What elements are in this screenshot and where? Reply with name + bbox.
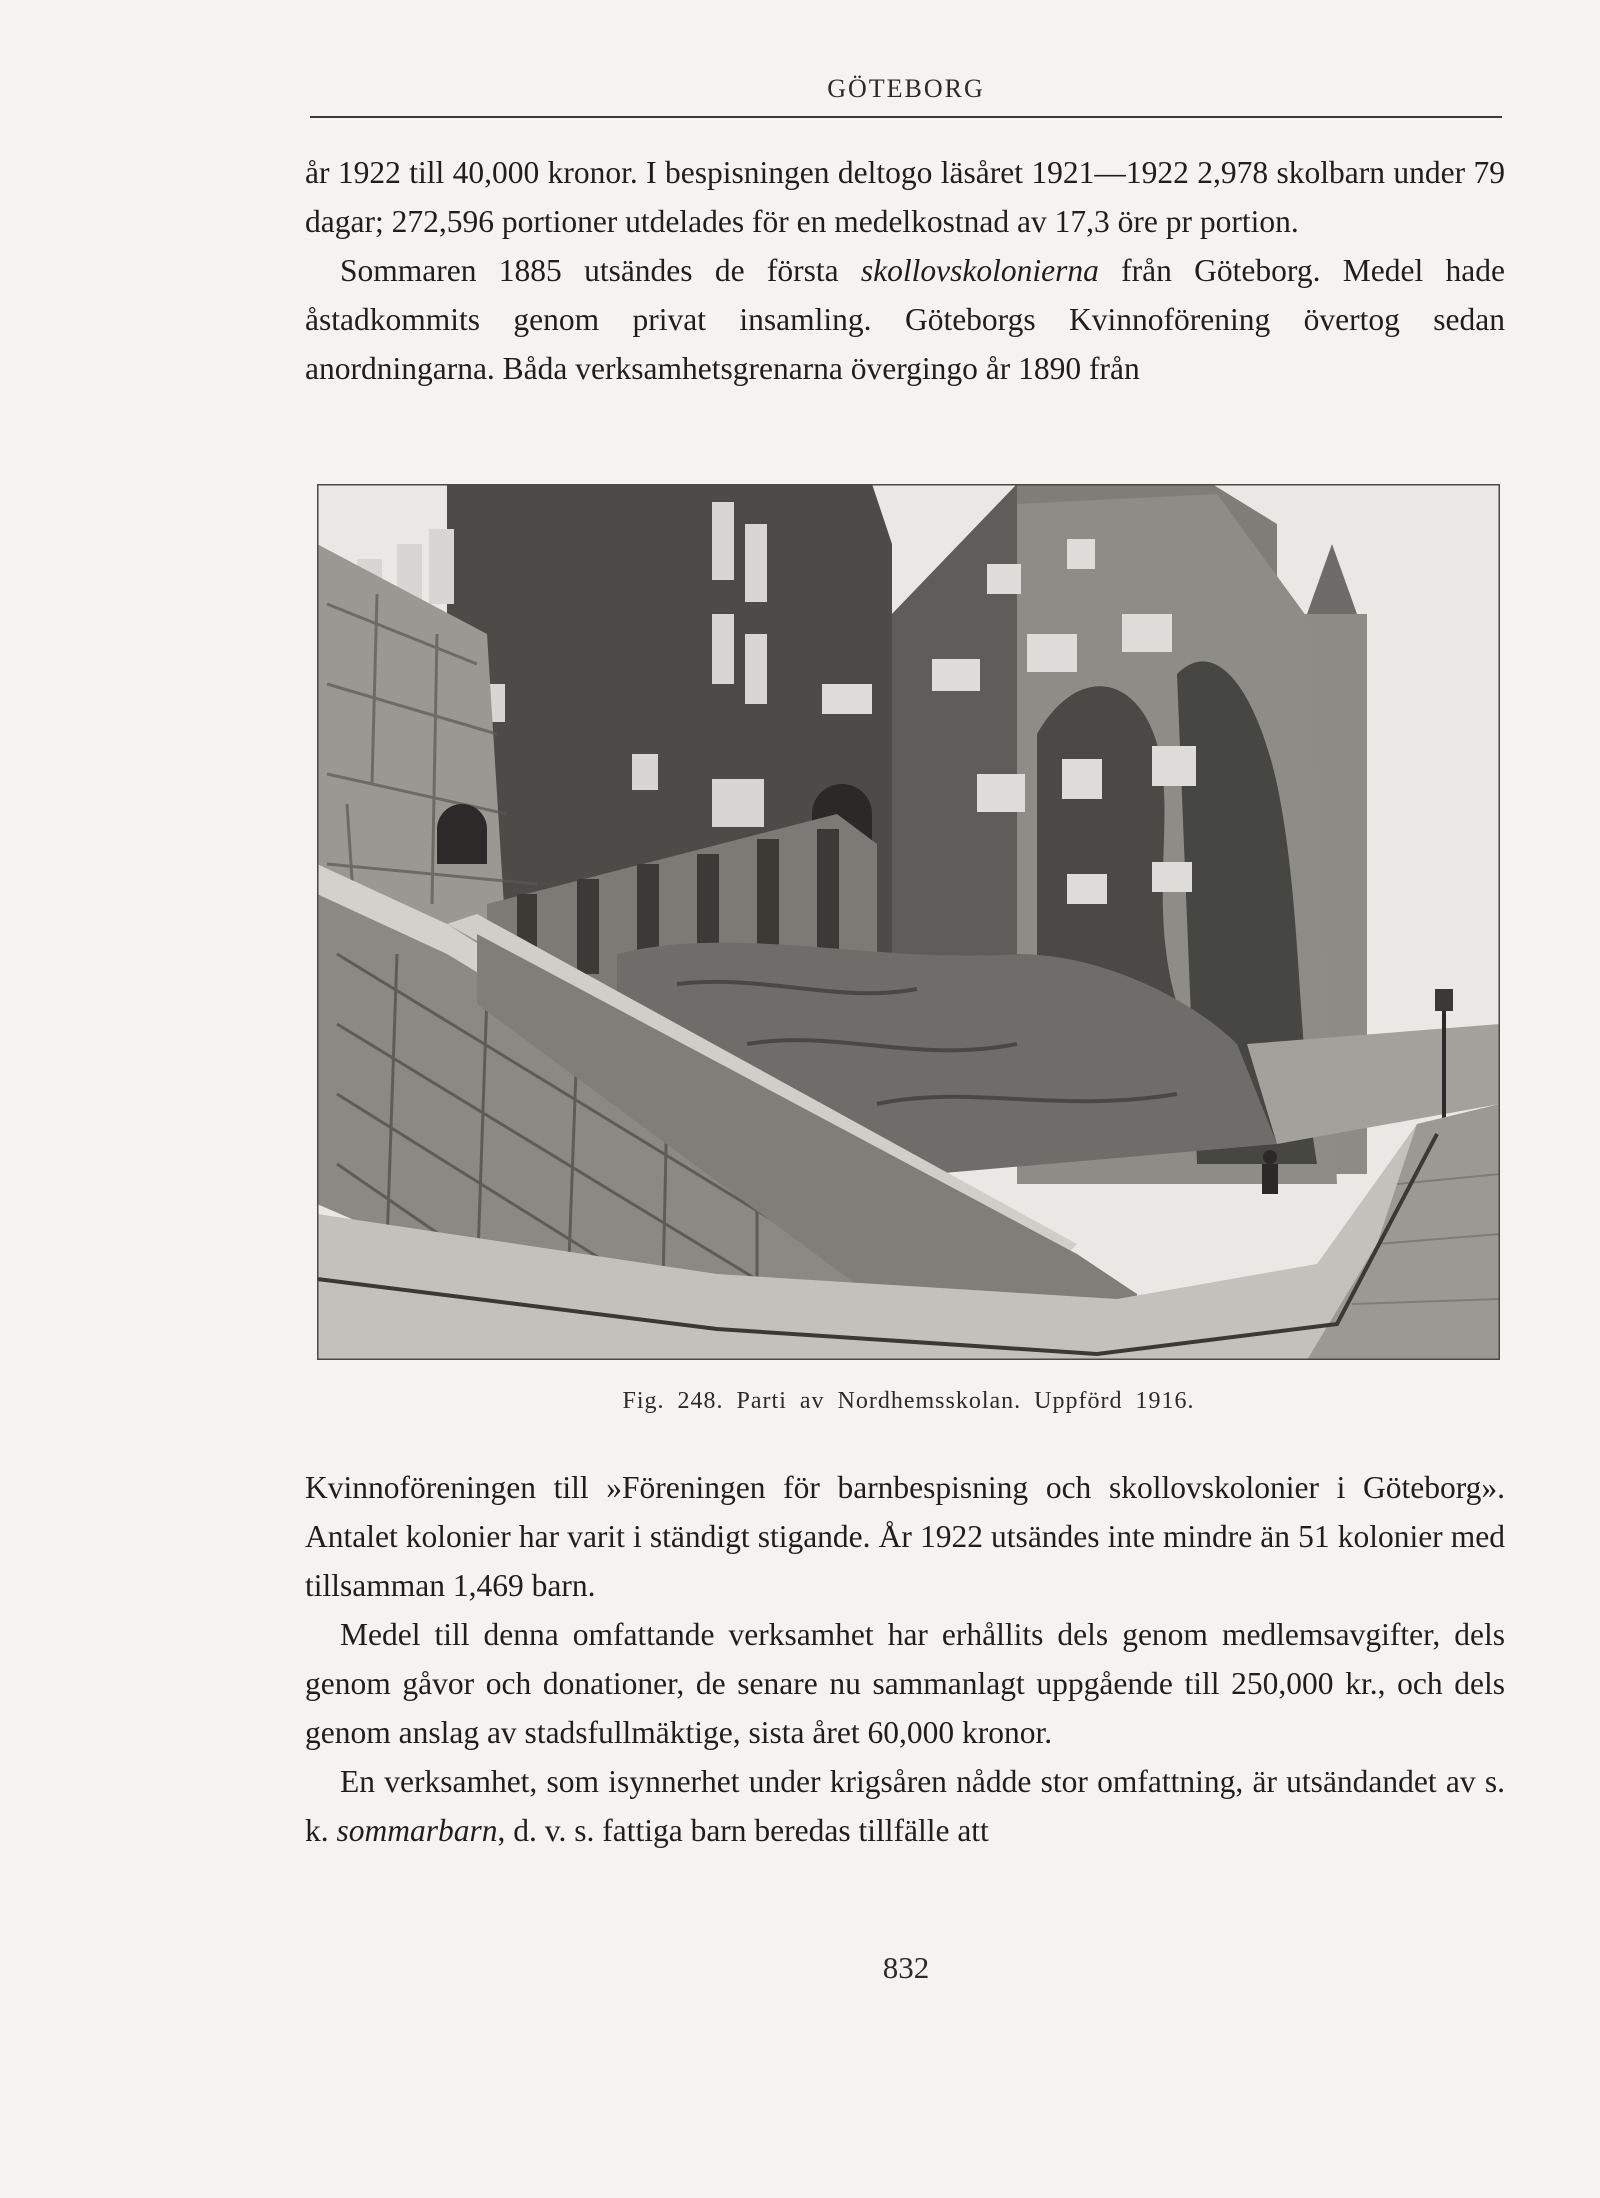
top-text-block [305, 148, 1505, 393]
italic-term-sommarbarn: sommarbarn [336, 1813, 498, 1848]
photo-figure [317, 484, 1500, 1360]
paragraph-3: Kvinnoföreningen till »Föreningen för barnbespisning och skollovskolonier i Göteborg». Antalet kolonier har varit i ständigt stigande. År 1922 utsändes inte mindre än 51 kolonier med tillsamman 1,469 barn. [305, 1470, 1505, 1603]
paragraph-2-end: från Göteborg. Medel hade åstadkommits genom privat insamling. Göteborgs Kvinnoförening övertog sedan anordningarna. Båda verksamhetsgrenarna övergingo år 1890 från [305, 253, 1505, 386]
italic-term-skollovskolonierna: skollovskolonierna [860, 253, 1099, 288]
figure-caption: Fig. 248. Parti av Nordhemsskolan. Uppförd 1916. [622, 1388, 1195, 1414]
page-number: 832 [882, 1950, 930, 1985]
school-building-photo [317, 484, 1500, 1360]
running-head: GÖTEBORG [827, 74, 985, 103]
paragraph-5 [305, 1757, 1505, 1855]
bottom-text-block [305, 1463, 1505, 1855]
paragraph-4: Medel till denna omfattande verksamhet har erhållits dels genom medlemsavgifter, dels genom gåvor och donationer, de senare nu sammanlagt uppgående till 250,000 kr., och dels genom anslag av stadsfullmäktige, sista året 60,000 kronor. [305, 1617, 1505, 1750]
paragraph-5-end: , d. v. s. fattiga barn beredas tillfälle att [497, 1813, 989, 1848]
paragraph-2-start: Sommaren 1885 utsändes de första [340, 253, 861, 288]
paragraph-2 [305, 246, 1505, 393]
header-rule [310, 116, 1502, 118]
paragraph-5-start: En verksamhet, som isynnerhet under krigsåren nådde stor omfattning, är utsändandet av s. k. [305, 1764, 1505, 1848]
paragraph-1: år 1922 till 40,000 kronor. I bespisningen deltogo läsåret 1921—1922 2,978 skolbarn under 79 dagar; 272,596 portioner utdelades för en medelkostnad av 17,3 öre pr portion. [305, 155, 1505, 239]
